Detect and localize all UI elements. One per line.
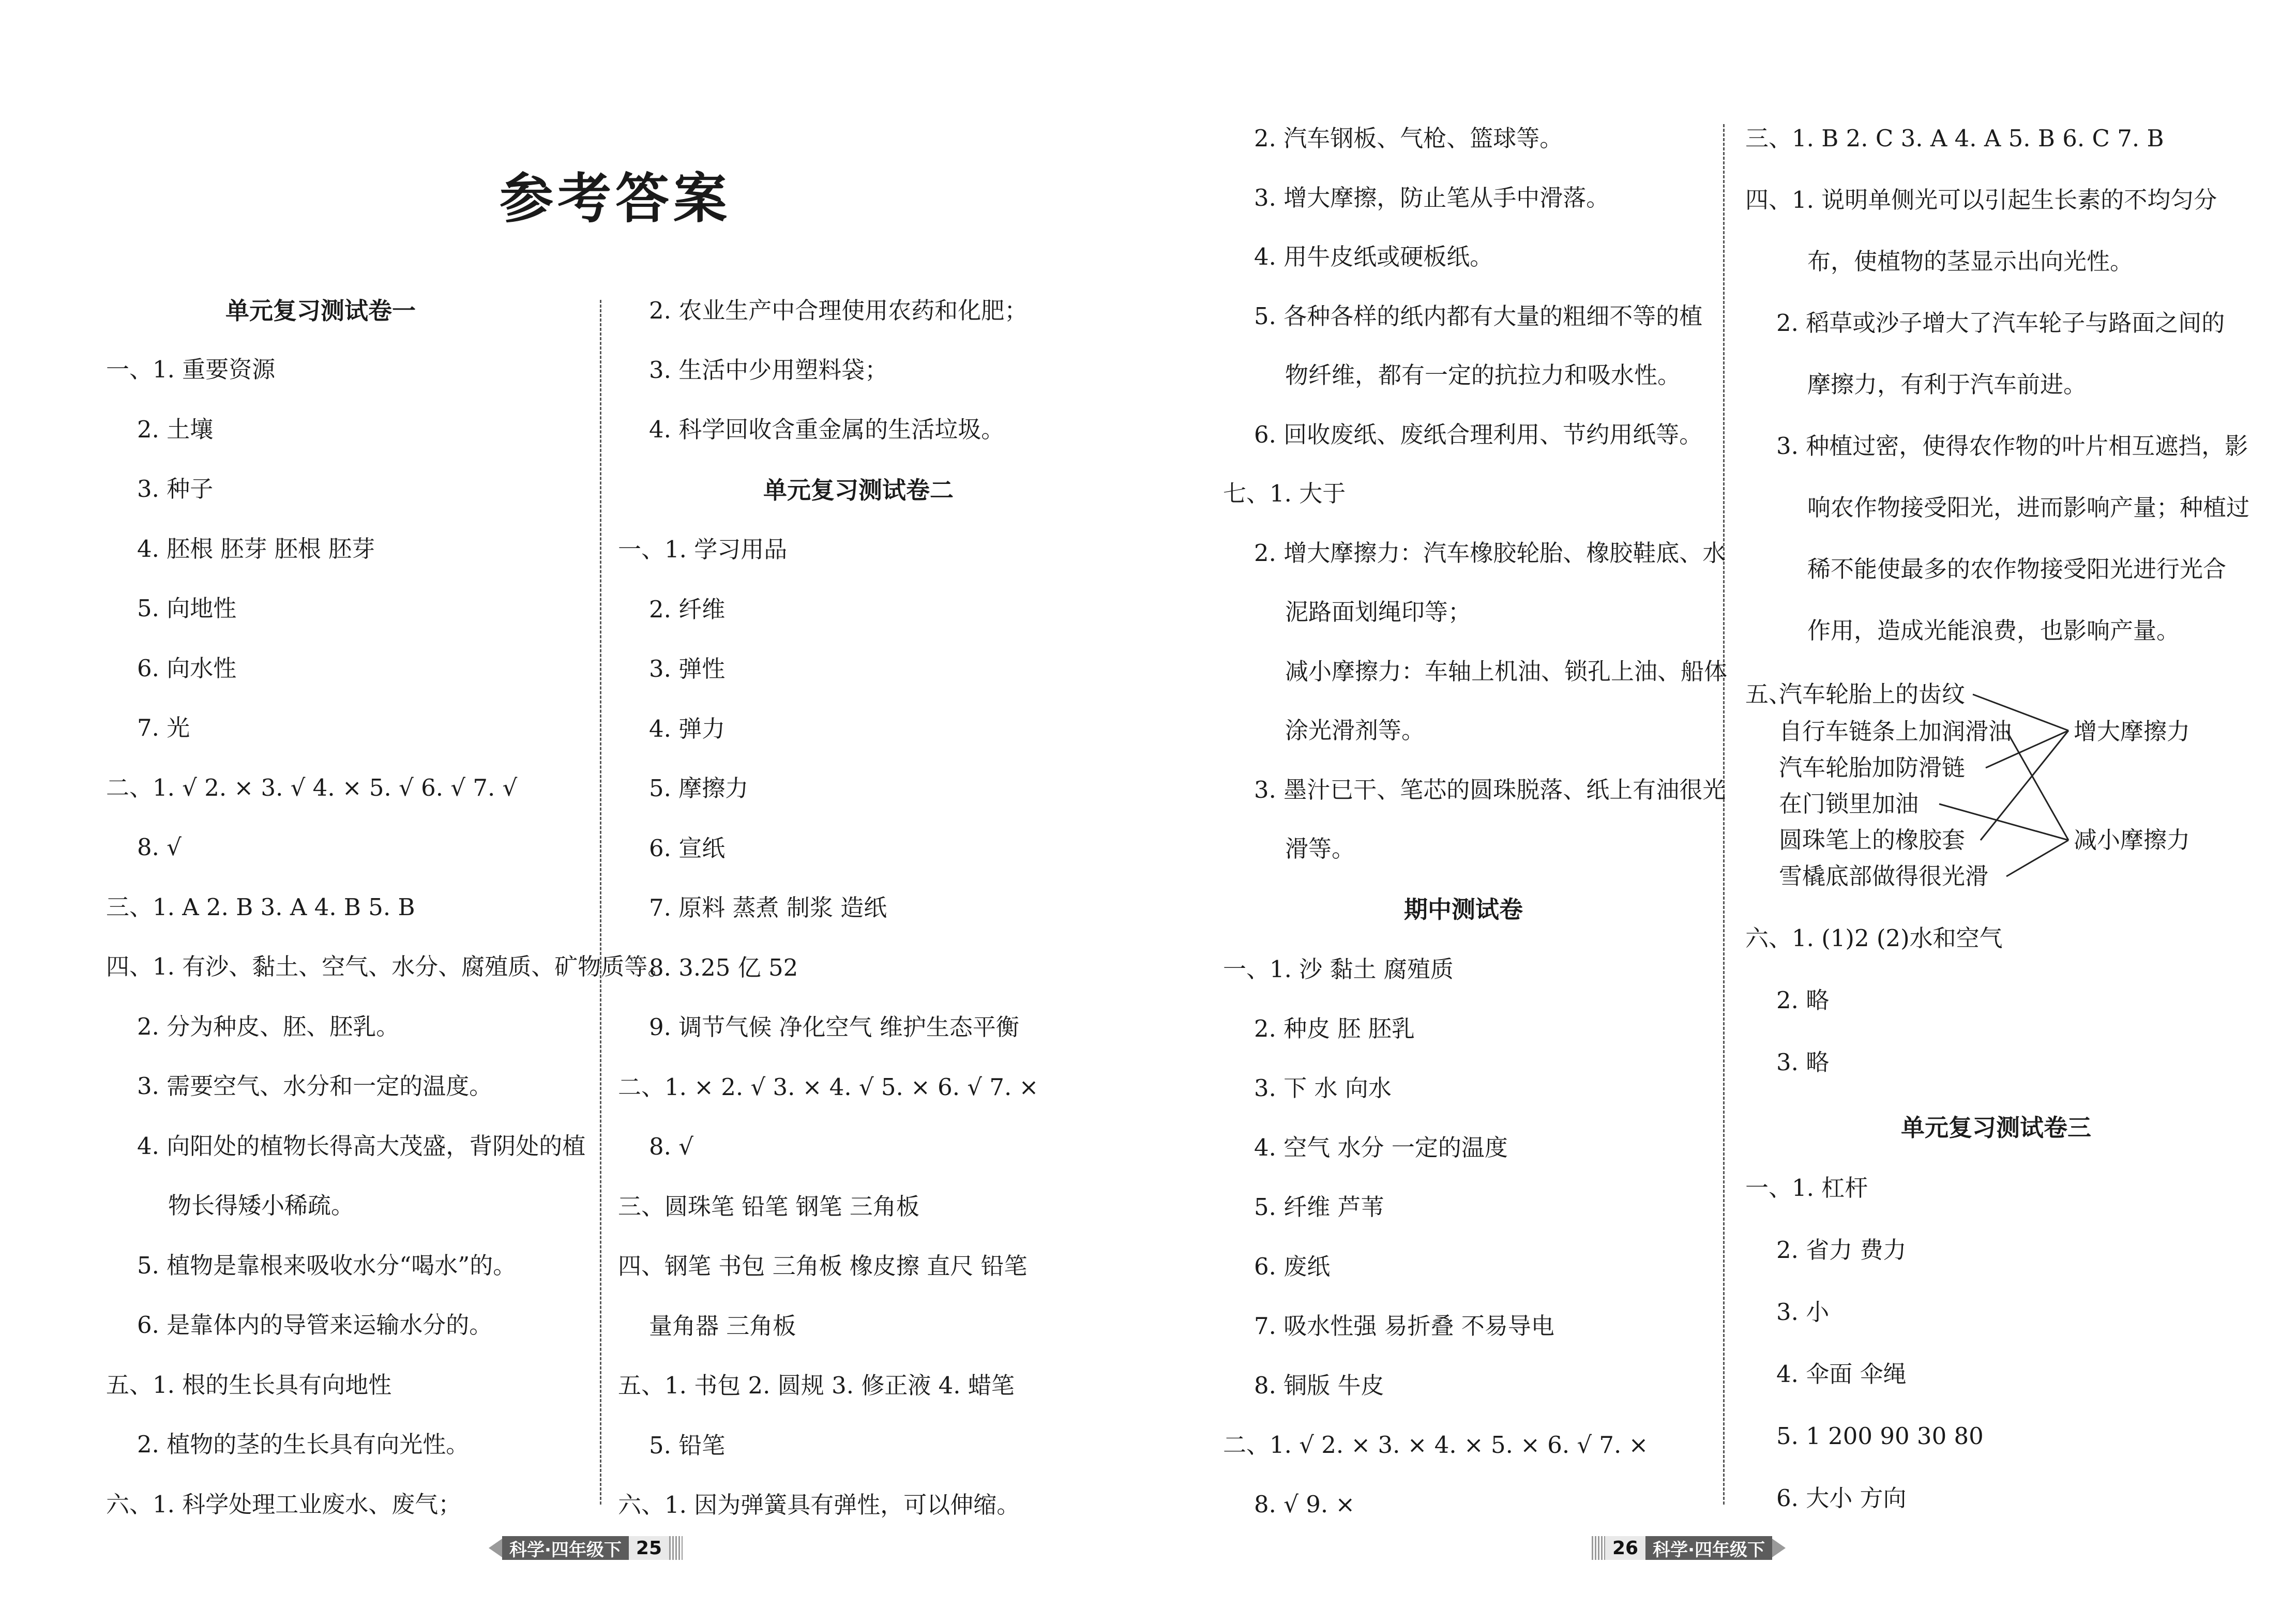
answer-line: 2. 稻草或沙子增大了汽车轮子与路面之间的 [1776,309,2225,337]
answer-line: 三、1. B 2. C 3. A 4. A 5. B 6. C 7. B [1745,125,2164,152]
answer-line: 滑等。 [1285,835,1355,862]
answer-line: 8. √ [649,1133,693,1160]
answer-line: 三、圆珠笔 铅笔 钢笔 三角板 [618,1192,919,1220]
page-number: 26 [1605,1536,1645,1560]
answer-line: 物纤维，都有一定的抗拉力和吸水性。 [1285,361,1681,389]
answer-line: 3. 生活中少用塑料袋； [649,356,888,384]
answer-line: 9. 调节气候 净化空气 维护生态平衡 [649,1013,1019,1041]
footer-right [1592,1535,1786,1561]
answer-line: 4. 用牛皮纸或硬板纸。 [1254,243,1493,270]
answer-line: 一、1. 沙 黏土 腐殖质 [1223,955,1454,983]
answer-line: 6. 废纸 [1254,1253,1331,1280]
footer-decoration [669,1536,683,1560]
footer-arrow [1772,1539,1786,1557]
page-title: 参考答案 [499,167,731,230]
answer-line: 3. 略 [1776,1049,1830,1076]
footer-label: 科学·四年级下 [1645,1536,1772,1560]
matching-line [1939,804,2068,840]
section-title: 期中测试卷 [1404,896,1523,923]
matching-line [2006,840,2068,876]
answer-line: 一、1. 杠杆 [1745,1174,1868,1202]
answer-line: 布，使植物的茎显示出向光性。 [1807,248,2134,275]
answer-line: 2. 省力 费力 [1776,1236,1907,1264]
answer-line: 摩擦力，有利于汽车前进。 [1807,371,2087,398]
answer-line: 6. 是靠体内的导管来运输水分的。 [137,1311,493,1339]
answer-line: 5. 植物是靠根来吸收水分“喝水”的。 [137,1251,517,1279]
answer-line: 四、1. 有沙、黏土、空气、水分、腐殖质、矿物质等。 [106,953,671,980]
answer-line: 2. 增大摩擦力：汽车橡胶轮胎、橡胶鞋底、水 [1254,539,1726,567]
matching-line [2006,731,2068,840]
answer-line: 2. 种皮 胚 胚乳 [1254,1015,1415,1042]
answer-line: 二、1. √ 2. × 3. √ 4. × 5. √ 6. √ 7. √ [106,773,518,801]
answer-line: 2. 纤维 [649,595,726,623]
answer-line: 四、1. 说明单侧光可以引起生长素的不均匀分 [1745,186,2217,214]
answer-line: 二、1. √ 2. × 3. × 4. × 5. × 6. √ 7. × [1223,1431,1649,1459]
matching-right-item: 减小摩擦力 [2074,826,2191,854]
answer-line: 3. 弹性 [649,655,726,682]
answer-line: 3. 下 水 向水 [1254,1074,1392,1102]
answer-line: 涂光滑剂等。 [1285,717,1425,744]
answer-line: 五、1. 根的生长具有向地性 [106,1371,392,1399]
section-title: 单元复习测试卷一 [225,297,416,325]
answer-line: 六、1. 因为弹簧具有弹性，可以伸缩。 [618,1491,1020,1519]
answer-line: 3. 墨汁已干、笔芯的圆珠脱落、纸上有油很光 [1254,776,1726,803]
answer-line: 5. 摩擦力 [649,775,749,802]
answer-line: 稀不能使最多的农作物接受阳光进行光合 [1807,555,2227,583]
footer-label: 科学·四年级下 [502,1536,629,1560]
footer-decoration [1592,1536,1605,1560]
matching-prefix: 五、 [1745,680,1792,708]
answer-line: 2. 土壤 [137,415,214,443]
answer-line: 7. 光 [137,714,190,741]
answer-line: 七、1. 大于 [1223,480,1346,507]
answer-line: 2. 农业生产中合理使用农药和化肥； [649,297,1028,324]
answer-line: 2. 略 [1776,986,1830,1014]
answer-line: 4. 空气 水分 一定的温度 [1254,1134,1508,1161]
matching-line [1986,731,2068,768]
answer-line: 4. 胚根 胚芽 胚根 胚芽 [137,535,375,563]
matching-left-item: 在门锁里加油 [1779,790,1919,817]
answer-line: 五、1. 书包 2. 圆规 3. 修正液 4. 蜡笔 [618,1372,1015,1399]
answer-line: 8. 3.25 亿 52 [649,953,798,981]
answer-line: 5. 1 200 90 30 80 [1776,1422,1984,1450]
answer-line: 7. 吸水性强 易折叠 不易导电 [1254,1312,1554,1340]
matching-line [1981,731,2068,840]
answer-line: 减小摩擦力：车轴上机油、锁孔上油、船体 [1285,657,1728,685]
answer-line: 7. 原料 蒸煮 制浆 造纸 [649,894,887,921]
answer-line: 4. 科学回收含重金属的生活垃圾。 [649,416,1005,443]
answer-line: 3. 种植过密，使得农作物的叶片相互遮挡，影 [1776,432,2248,460]
page-number: 25 [629,1536,669,1560]
answer-line: 2. 汽车钢板、气枪、篮球等。 [1254,125,1563,152]
answer-line: 三、1. A 2. B 3. A 4. B 5. B [106,893,415,921]
matching-left-item: 汽车轮胎上的齿纹 [1779,680,1966,708]
section-title: 单元复习测试卷三 [1901,1114,2091,1142]
answer-line: 6. 回收废纸、废纸合理利用、节约用纸等。 [1254,420,1703,448]
answer-line: 物长得矮小稀疏。 [168,1192,355,1219]
answer-line: 6. 宣纸 [649,834,726,862]
footer-left [489,1535,683,1561]
answer-line: 5. 纤维 芦苇 [1254,1193,1384,1221]
answer-line: 泥路面划绳印等； [1285,598,1472,626]
answer-line: 6. 大小 方向 [1776,1484,1907,1512]
answer-line: 3. 增大摩擦，防止笔从手中滑落。 [1254,184,1610,211]
answer-line: 2. 植物的茎的生长具有向光性。 [137,1431,470,1458]
answer-line: 4. 弹力 [649,715,726,742]
answer-line: 一、1. 重要资源 [106,356,276,383]
answer-line: 4. 伞面 伞绳 [1776,1360,1907,1388]
matching-left-item: 汽车轮胎加防滑链 [1779,754,1966,781]
answer-line: 量角器 三角板 [649,1312,796,1340]
answer-line: 二、1. × 2. √ 3. × 4. √ 5. × 6. √ 7. × [618,1073,1039,1101]
answer-line: 作用，造成光能浪费，也影响产量。 [1807,617,2180,644]
section-title: 单元复习测试卷二 [763,476,954,504]
matching-left-item: 自行车链条上加润滑油 [1779,718,2012,745]
answer-line: 3. 需要空气、水分和一定的温度。 [137,1072,493,1100]
answer-line: 5. 铅笔 [649,1431,726,1459]
matching-left-item: 雪橇底部做得很光滑 [1779,862,1989,890]
answer-line: 4. 向阳处的植物长得高大茂盛，背阴处的植 [137,1132,586,1160]
answer-line: 六、1. 科学处理工业废水、废气； [106,1490,462,1518]
footer-arrow [489,1539,502,1557]
matching-line [1973,694,2068,731]
answer-line: 响农作物接受阳光，进而影响产量；种植过 [1807,494,2250,521]
answer-line: 5. 各种各样的纸内都有大量的粗细不等的植 [1254,302,1703,330]
answer-line: 8. √ 9. × [1254,1491,1355,1518]
matching-right-item: 增大摩擦力 [2074,718,2191,745]
answer-line: 5. 向地性 [137,595,237,622]
answer-line: 3. 种子 [137,475,214,503]
answer-line: 8. √ [137,833,182,861]
answer-line: 8. 铜版 牛皮 [1254,1372,1384,1399]
answer-line: 四、钢笔 书包 三角板 橡皮擦 直尺 铅笔 [618,1252,1028,1280]
answer-line: 6. 向水性 [137,654,237,682]
answer-line: 一、1. 学习用品 [618,536,788,563]
answer-line: 2. 分为种皮、胚、胚乳。 [137,1012,400,1040]
matching-left-item: 圆珠笔上的橡胶套 [1779,826,1966,854]
answer-line: 3. 小 [1776,1298,1830,1326]
answer-line: 六、1. (1)2 (2)水和空气 [1745,924,2003,952]
